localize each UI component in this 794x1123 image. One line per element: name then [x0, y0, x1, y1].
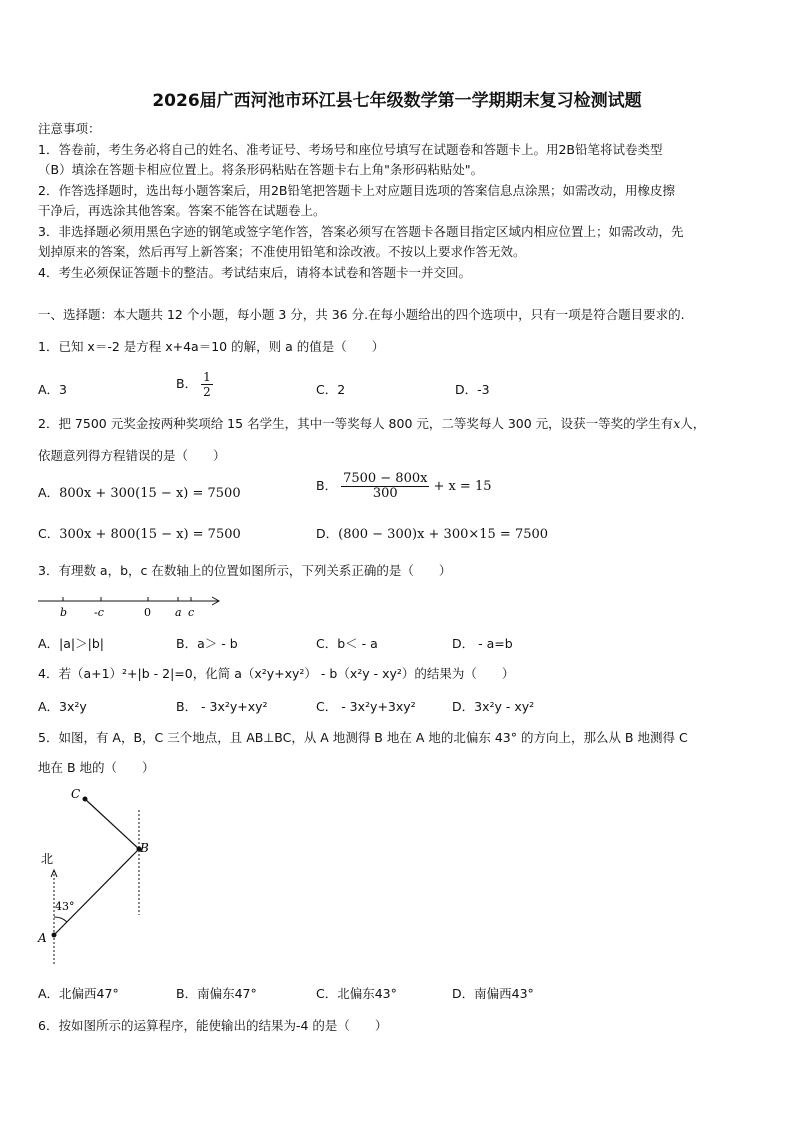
q2-stem-end: 人， [680, 416, 706, 431]
q4-option-c: C． - 3x²y+3xy² [316, 699, 416, 714]
fraction-numerator: 7500 − 800x [343, 471, 428, 486]
q3-option-a: A．|a|＞|b| [38, 636, 104, 651]
q2-option-b-tail: + x = 15 [433, 479, 492, 494]
label-c: C [71, 787, 81, 801]
q5-stem-line2: 地在 B 地的（ ） [38, 760, 155, 775]
q5-stem-line1: 5．如图，有 A，B，C 三个地点，且 AB⊥BC，从 A 地测得 B 地在 A 地的北偏东 43° 的方向上，那么从 B 地测得 C [38, 730, 688, 745]
label-north: 北 [41, 852, 54, 866]
q2-option-b [316, 472, 492, 501]
q2-stem-line2: 依题意列得方程错误的是（ ） [38, 448, 226, 463]
label-b: B [140, 841, 149, 855]
axis-label-neg-c: -c [94, 606, 104, 619]
q2-option-a [38, 483, 241, 501]
q2-option-c [38, 524, 241, 542]
q2-option-d-equation: (800 − 300)x + 300×15 = 7500 [338, 527, 549, 542]
q2-stem-line1 [38, 414, 705, 435]
q4-stem: 4．若（a+1）²+|b - 2|=0，化简 a（x²y+xy²） - b（x²y - xy²）的结果为（ ） [38, 666, 515, 681]
section-heading: 一、选择题：本大题共 12 个小题，每小题 3 分，共 36 分.在每小题给出的四个选项中，只有一项是符合题目要求的. [38, 307, 685, 322]
q2-option-a-label: A． [38, 485, 60, 500]
q2-option-c-label: C． [38, 526, 60, 541]
q2-option-b-fraction [341, 472, 429, 501]
point-a [52, 933, 57, 938]
notes-heading: 注意事项： [38, 121, 101, 136]
q2-option-a-equation: 800x + 300(15 − x) = 7500 [59, 486, 241, 501]
q1-option-b-fraction [201, 370, 213, 399]
q1-option-c: C．2 [316, 382, 346, 397]
axis-label-b: b [60, 606, 68, 619]
notes-line: 干净后，再选涂其他答案。答案不能答在试题卷上。 [38, 203, 326, 218]
q4-option-b: B． - 3x²y+xy² [176, 699, 268, 714]
point-c [83, 797, 88, 802]
segment-bc [85, 799, 139, 849]
notes-line: （B）填涂在答题卡相应位置上。将条形码粘贴在答题卡右上角"条形码粘贴处"。 [38, 162, 484, 177]
q2-stem-text: 2．把 7500 元奖金按两种奖项给 15 名学生，其中一等奖每人 800 元，二等奖每人 300 元，设获一等奖的学生有 [38, 416, 674, 431]
q2-option-d-label: D． [316, 526, 339, 541]
q1-option-b [176, 370, 213, 399]
q3-option-d: D． - a=b [452, 636, 513, 651]
q3-option-c: C．b＜ - a [316, 636, 378, 651]
q1-option-a: A．3 [38, 382, 68, 397]
q2-option-c-equation: 300x + 800(15 − x) = 7500 [59, 527, 241, 542]
notes-line: 划掉原来的答案，然后再写上新答案；不准使用铅笔和涂改液。不按以上要求作答无效。 [38, 244, 526, 259]
q1-option-b-label: B． [176, 376, 198, 391]
notes-line: 3．非选择题必须用黑色字迹的钢笔或签字笔作答，答案必须写在答题卡各题目指定区域内相应位置上；如需改动，先 [38, 223, 684, 239]
q3-stem: 3．有理数 a，b，c 在数轴上的位置如图所示，下列关系正确的是（ ） [38, 563, 452, 578]
q5-option-c: C．北偏东43° [316, 986, 397, 1001]
q4-option-a: A．3x²y [38, 699, 87, 714]
fraction-denominator: 2 [203, 385, 211, 399]
q4-option-d: D．3x²y - xy² [452, 699, 535, 714]
notes-line: 4．考生必须保证答题卡的整洁。考试结束后，请将本试卷和答题卡一并交回。 [38, 264, 471, 280]
page-title: 2026届广西河池市环江县七年级数学第一学期期末复习检测试题 [152, 91, 642, 111]
q2-option-b-label: B． [316, 478, 338, 493]
angle-arc [54, 917, 67, 922]
axis-label-a: a [175, 606, 182, 619]
label-angle: 43° [55, 900, 75, 913]
label-a: A [38, 931, 47, 945]
axis-label-zero: 0 [144, 606, 151, 619]
direction-figure [36, 780, 166, 970]
q2-variable: x [673, 416, 681, 431]
notes-block [38, 119, 758, 283]
fraction-numerator: 1 [203, 370, 211, 384]
q3-option-b: B．a＞ - b [176, 636, 238, 651]
q5-option-b: B．南偏东47° [176, 986, 257, 1001]
notes-line: 2．作答选择题时，选出每小题答案后，用2B铅笔把答题卡上对应题目选项的答案信息点涂黑；如需改动，用橡皮擦 [38, 182, 675, 198]
q1-stem: 1．已知 x＝-2 是方程 x+4a＝10 的解，则 a 的值是（ ） [38, 339, 385, 354]
number-line-figure [36, 592, 226, 622]
q1-option-d: D．-3 [455, 382, 490, 397]
q6-stem: 6．按如图所示的运算程序，能使输出的结果为-4 的是（ ） [38, 1018, 388, 1033]
q5-option-a: A．北偏西47° [38, 986, 119, 1001]
q5-option-d: D．南偏西43° [452, 986, 534, 1001]
axis-label-c: c [188, 606, 195, 619]
notes-line: 1．答卷前，考生务必将自己的姓名、准考证号、考场号和座位号填写在试题卷和答题卡上。用2B铅笔将试卷类型 [38, 141, 663, 157]
fraction-denominator: 300 [372, 486, 398, 501]
q2-option-d [316, 524, 548, 542]
